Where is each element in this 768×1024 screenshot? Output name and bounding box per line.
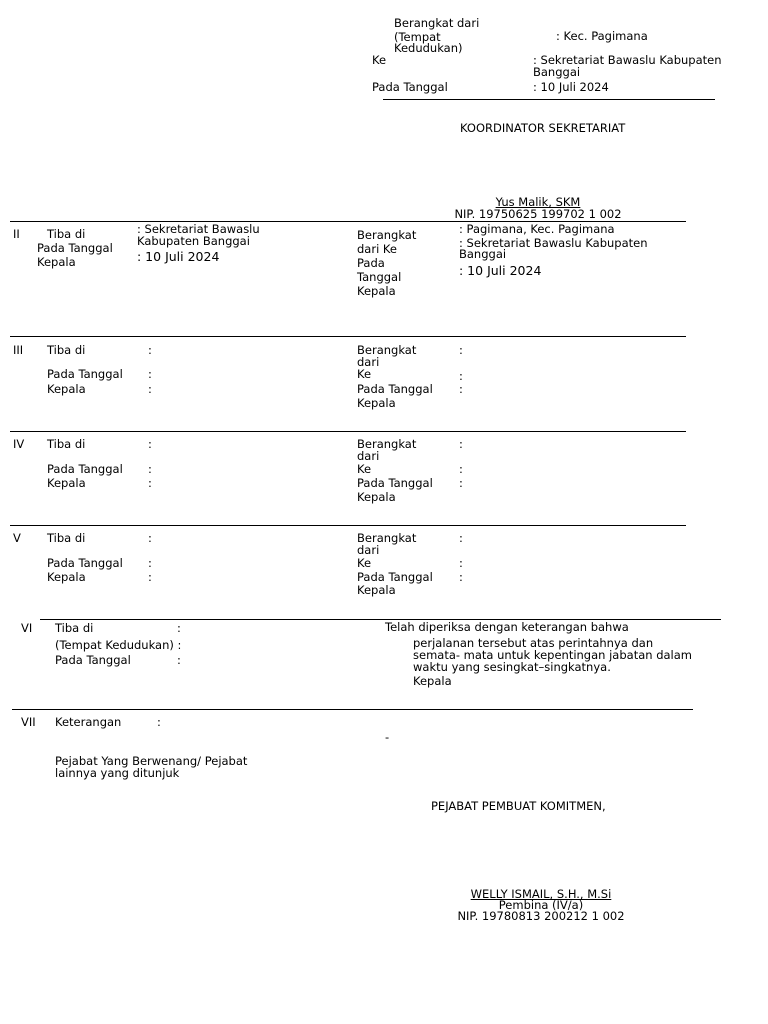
section-4-berangkat-label: Berangkat dari [357, 437, 417, 463]
section-4-tanggal-colon: : [148, 462, 152, 476]
section-4-tiba-colon: : [148, 437, 152, 451]
section-6-tiba-colon: : [177, 621, 181, 635]
section-2-kepala-label: Kepala [37, 255, 76, 269]
section-6-check-line1: Telah diperiksa dengan keterangan bahwa [385, 620, 629, 634]
section-7-keterangan-label: Keterangan [55, 715, 122, 729]
ppk-name: WELLY ISMAIL, S.H., M.Si [470, 887, 612, 901]
section-6-tiba-label: Tiba di [55, 621, 94, 635]
section-4-right-tanggal-label: Pada Tanggal [357, 476, 433, 490]
section-2-right-tanggal-value: : 10 Juli 2024 [459, 263, 542, 278]
section-5-tiba-colon: : [148, 531, 152, 545]
section-5-ke-colon: : [459, 556, 463, 570]
tempat-kedudukan-label: (Tempat Kedudukan) [394, 30, 463, 55]
section-6-tempat-label: (Tempat Kedudukan) : [55, 638, 182, 652]
section-3-berangkat-label: Berangkat dari [357, 343, 417, 369]
koordinator-title: KOORDINATOR SEKRETARIAT [460, 121, 626, 135]
section-3-right-tanggal-label: Pada Tanggal [357, 382, 433, 396]
section-2-number: II [13, 227, 20, 241]
section-7-number: VII [21, 715, 36, 729]
ppk-nip: NIP. 19780813 200212 1 002 [457, 909, 625, 923]
section-2-right-labels: Berangkat dari Ke Pada Tanggal Kepala [357, 228, 417, 298]
section-4-kepala-colon: : [148, 476, 152, 490]
section-5-top-rule [10, 525, 686, 526]
section-5-right-tanggal-colon: : [459, 570, 463, 584]
section-2-dari-value: : Pagimana, Kec. Pagimana [459, 222, 615, 236]
pejabat-berwenang-text: Pejabat Yang Berwenang/ Pejabat lainnya yang ditunjuk [55, 754, 248, 780]
section-5-number: V [13, 531, 21, 545]
section-5-kepala-colon: : [148, 570, 152, 584]
section-4-top-rule [10, 431, 686, 432]
section-3-tiba-colon: : [148, 343, 152, 357]
section-3-ke-colon: : [459, 369, 463, 383]
section-6-number: VI [21, 621, 33, 635]
section-3-ke-label: Ke [357, 367, 372, 381]
section-3-tiba-label: Tiba di [47, 343, 86, 357]
section-2-tiba-value: : Sekretariat Bawaslu Kabupaten Banggai [137, 222, 260, 248]
section-7-dash: - [385, 730, 390, 744]
tanggal-label: Pada Tanggal [372, 80, 448, 94]
section-5-tanggal-label: Pada Tanggal [47, 556, 123, 570]
ppk-rank: Pembina (IV/a) [498, 898, 584, 912]
koordinator-nip: NIP. 19750625 199702 1 002 [454, 207, 622, 221]
berangkat-value: : Kec. Pagimana [556, 29, 648, 43]
section-7-top-rule [12, 709, 693, 710]
section-4-right-kepala-label: Kepala [357, 490, 396, 504]
section-6-check-body: perjalanan tersebut atas perintahnya dan semata- mata untuk kepentingan jabatan dalam waktu yang sesingkat–singkatnya. [413, 636, 692, 674]
section-4-berangkat-colon: : [459, 437, 463, 451]
section-5-tiba-label: Tiba di [47, 531, 86, 545]
section-6-tanggal-label: Pada Tanggal [55, 653, 131, 667]
section-5-berangkat-colon: : [459, 531, 463, 545]
section-4-kepala-label: Kepala [47, 476, 86, 490]
section-2-tanggal-value: : 10 Juli 2024 [137, 249, 220, 264]
section-3-right-kepala-label: Kepala [357, 396, 396, 410]
section-5-kepala-label: Kepala [47, 570, 86, 584]
section-3-kepala-label: Kepala [47, 382, 86, 396]
section-4-ke-label: Ke [357, 462, 372, 476]
section-2-tiba-label: Tiba di [47, 227, 86, 241]
section-4-right-tanggal-colon: : [459, 476, 463, 490]
section-4-tiba-label: Tiba di [47, 437, 86, 451]
section-6-kepala-label: Kepala [413, 674, 452, 688]
section-2-ke-value: : Sekretariat Bawaslu Kabupaten Banggai [459, 236, 648, 261]
section-3-number: III [13, 343, 24, 357]
ppk-title: PEJABAT PEMBUAT KOMITMEN, [431, 799, 606, 813]
section-3-kepala-colon: : [148, 382, 152, 396]
koordinator-name: Yus Malik, SKM [495, 195, 581, 209]
section-5-right-kepala-label: Kepala [357, 583, 396, 597]
section-5-right-tanggal-label: Pada Tanggal [357, 570, 433, 584]
section-2-tanggal-label: Pada Tanggal [37, 241, 113, 255]
header-rule [383, 99, 715, 100]
section-3-top-rule [10, 336, 686, 337]
tanggal-value: : 10 Juli 2024 [533, 80, 609, 94]
section-4-number: IV [13, 437, 25, 451]
section-3-right-tanggal-colon: : [459, 382, 463, 396]
section-4-ke-colon: : [459, 462, 463, 476]
berangkat-label: Berangkat dari [394, 16, 480, 30]
section-5-tanggal-colon: : [148, 556, 152, 570]
section-3-tanggal-label: Pada Tanggal [47, 367, 123, 381]
section-5-berangkat-label: Berangkat dari [357, 531, 417, 557]
section-4-tanggal-label: Pada Tanggal [47, 462, 123, 476]
section-3-tanggal-colon: : [148, 367, 152, 381]
section-6-tanggal-colon: : [177, 653, 181, 667]
section-7-keterangan-colon: : [157, 715, 161, 729]
ke-value: : Sekretariat Bawaslu Kabupaten Banggai [533, 53, 722, 79]
section-3-berangkat-colon: : [459, 343, 463, 357]
ke-label: Ke [372, 53, 387, 67]
section-5-ke-label: Ke [357, 556, 372, 570]
